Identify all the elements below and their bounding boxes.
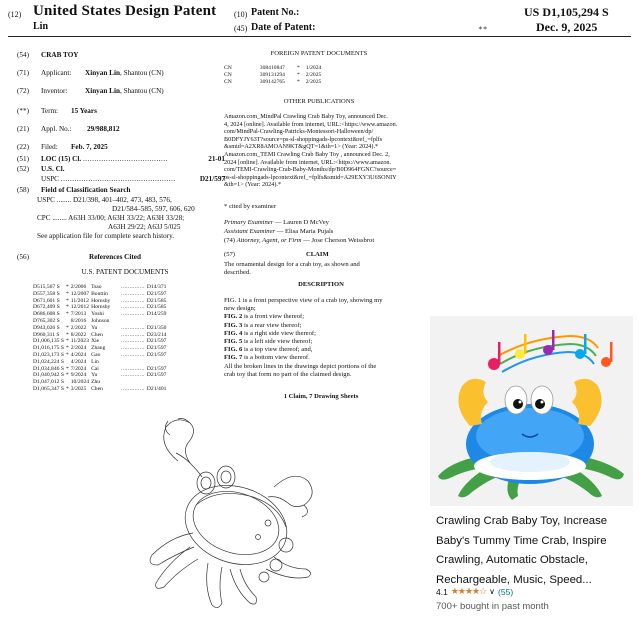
- patent-no-label: Patent No.:: [251, 7, 300, 18]
- fig-description: new design;: [224, 305, 256, 313]
- field-code: (71): [17, 69, 29, 77]
- claim-line: The ornamental design for a crab toy, as shown and: [224, 261, 360, 268]
- product-image[interactable]: [430, 316, 633, 506]
- fig-text: is a left side view thereof;: [242, 338, 313, 346]
- dot-leader-cell: [121, 318, 147, 325]
- cited-by-examiner: * cited by examiner: [224, 203, 277, 210]
- description-text: [224, 297, 420, 379]
- foreign-num-cell: 308410847: [259, 65, 285, 71]
- kind-code: (12): [8, 10, 22, 19]
- fig-text: is a top view thereof; and,: [242, 346, 313, 354]
- dot-leader: ..................................................: [60, 175, 176, 183]
- appl-no-label: Appl. No.:: [41, 125, 72, 133]
- foreign-docs-heading: FOREIGN PATENT DOCUMENTS: [270, 50, 368, 57]
- dot-leader-cell: ..............: [121, 290, 145, 297]
- fig-text: is a right side view thereof;: [242, 329, 316, 337]
- rating-row: [436, 586, 513, 597]
- other-pub-line: Amazon.com_TEMI Crawling Crab Baby Toy , announced Dec. 2,: [224, 150, 390, 158]
- other-pub-line: Amazon.com_MindPal Crawling Crab Baby Toy, announced Dec.: [224, 113, 388, 120]
- dot-leader-cell: ..............: [121, 297, 145, 304]
- patentee-cell: Yoshi: [91, 311, 104, 318]
- patent-class-cell: D21/401: [146, 385, 167, 392]
- patent-number-cell: D943,026 S: [33, 324, 60, 331]
- foreign-cc-cell: CN: [224, 78, 232, 85]
- us-patent-row: [33, 352, 168, 359]
- patentee-cell: Hornsby: [91, 304, 111, 311]
- inventor-label: Inventor:: [41, 87, 68, 95]
- citation-mark-cell: *: [65, 345, 69, 352]
- patentee-cell: Lin: [91, 358, 99, 365]
- us-docs-heading: U.S. PATENT DOCUMENTS: [81, 268, 169, 276]
- patent-date-cell: 7/2024: [70, 365, 87, 372]
- other-pubs-text: [224, 113, 418, 189]
- patent-class-cell: D21/597: [146, 351, 167, 358]
- patent-number-cell: D1,065,347 S: [33, 385, 64, 392]
- citation-mark-cell: *: [65, 331, 69, 338]
- search-cpc-cont: A63H 29/22; A63J 5/025: [108, 223, 181, 231]
- design-title: CRAB TOY: [41, 51, 79, 59]
- patent-class-cell: D21/597: [146, 345, 167, 352]
- patentee-cell: Xie: [91, 338, 100, 345]
- fig-description: [224, 313, 420, 321]
- assistant-examiner-label: Assistant Examiner: [224, 228, 276, 235]
- fig-number: FIG. 5: [224, 338, 243, 346]
- fig-number: FIG. 3: [224, 321, 243, 329]
- patent-date-cell: 2/2024: [70, 345, 87, 352]
- dot-leader-cell: ..............: [121, 338, 145, 345]
- patent-number-cell: D1,040,942 S: [33, 372, 64, 379]
- patent-date-cell: 7/2013: [70, 311, 87, 318]
- patent-date-cell: 8/2016: [70, 317, 87, 324]
- patentee-cell: Chen: [91, 331, 103, 338]
- field-code: (**): [17, 107, 29, 115]
- attorney-name: — Jose Cherson Weissbrot: [303, 237, 375, 244]
- claim-heading: CLAIM: [306, 251, 329, 258]
- us-patent-row: [33, 318, 168, 325]
- header-rule: [8, 36, 631, 37]
- references-label: References Cited: [89, 253, 141, 261]
- patentee-cell: Gao: [91, 351, 101, 358]
- us-patent-row: [33, 359, 168, 366]
- foreign-mark-cell: *: [296, 78, 300, 85]
- us-patent-row: [33, 386, 168, 393]
- primary-examiner: [224, 219, 424, 227]
- us-patent-row: [33, 345, 168, 352]
- field-52: [17, 165, 225, 174]
- field-code: (57): [224, 251, 235, 258]
- other-pubs-heading: OTHER PUBLICATIONS: [283, 98, 355, 105]
- product-title-line: Rechargeable, Music, Speed...: [436, 573, 592, 586]
- patent-class-cell: D21/350: [146, 324, 167, 331]
- field-code: (22): [17, 143, 29, 151]
- search-cpc: CPC ........ A63H 33/00; A63H 33/22; A63H 33/28;: [37, 214, 185, 222]
- patent-number-cell: D672,409 S: [33, 304, 60, 311]
- bought-in-past-month: 700+ bought in past month: [436, 601, 549, 612]
- patent-number-cell: D671,601 S: [33, 297, 60, 304]
- foreign-num-cell: 309142765: [259, 78, 285, 85]
- patent-number-cell: D1,016,175 S: [33, 345, 64, 352]
- foreign-mark-cell: *: [296, 65, 300, 71]
- search-uspc-cont: D21/584–585, 597, 606, 620: [112, 205, 195, 213]
- foreign-cc-cell: CN: [224, 71, 232, 78]
- citation-mark-cell: *: [65, 338, 69, 345]
- inventor-location: , Shantou (CN): [119, 87, 164, 95]
- foreign-date-cell: 1/2024: [305, 65, 322, 71]
- fig-number: FIG. 7: [224, 354, 243, 362]
- field-code: (51): [17, 155, 29, 163]
- patentee-cell: Yu: [91, 324, 98, 331]
- rating-value: 4.1: [436, 586, 448, 597]
- patent-number-cell: D1,047,012 S: [33, 379, 64, 386]
- dot-leader-cell: ..............: [121, 385, 145, 392]
- field-72: [17, 87, 227, 96]
- field-code: (21): [17, 125, 29, 133]
- broken-lines-note: All the broken lines in the drawings depict portions of the: [224, 362, 377, 370]
- foreign-mark-cell: *: [296, 71, 300, 78]
- patent-class-cell: D21/597: [146, 338, 167, 345]
- patent-class-cell: [147, 359, 169, 366]
- date-code: (45): [234, 24, 248, 33]
- patent-class-cell: [147, 318, 169, 325]
- dot-leader-cell: ..............: [121, 304, 145, 311]
- other-pub-line: 4, 2024 [online]. Available from internet, URL:<https://www.amazon.: [224, 120, 398, 128]
- patentee-cell: Chen: [91, 385, 103, 392]
- dot-leader-cell: ..............: [121, 311, 145, 318]
- product-card[interactable]: [430, 316, 633, 616]
- field-22: [17, 143, 227, 152]
- us-patent-row: [33, 379, 168, 386]
- primary-examiner-label: Primary Examiner: [224, 219, 274, 226]
- field-code: (52): [17, 165, 29, 173]
- applicant-label: Applicant:: [41, 69, 72, 77]
- assistant-examiner-name: — Elisa Maria Pujals: [276, 228, 334, 235]
- patent-number-cell: D1,024,224 S: [33, 358, 64, 365]
- patent-number-cell: D1,006,135 S: [33, 338, 64, 345]
- dot-leader-cell: [121, 379, 147, 386]
- term-label: Term:: [41, 107, 59, 115]
- us-patent-row: [33, 366, 168, 373]
- patent-class-cell: D21/585: [146, 304, 167, 311]
- dot-leader-cell: ..............: [121, 365, 145, 372]
- uspc-row: [41, 175, 225, 184]
- fig-number: FIG. 2: [224, 313, 243, 321]
- us-patent-row: [33, 284, 168, 291]
- patent-class-cell: D23/214: [146, 331, 167, 338]
- patent-class-cell: D14/259: [146, 311, 167, 318]
- dot-leader-cell: ..............: [121, 345, 145, 352]
- us-patent-row: [33, 325, 168, 332]
- fig-text: is a rear view thereof;: [242, 321, 302, 329]
- other-pub-line: &th=1> (Year: 2024).*: [224, 181, 282, 189]
- patentee-cell: Hornsby: [91, 297, 111, 304]
- foreign-num-cell: 309131294: [259, 71, 285, 78]
- dot-leader-cell: ..............: [121, 284, 145, 290]
- fig-description: [224, 346, 420, 354]
- us-patent-row: [33, 304, 168, 311]
- search-history-note: See application file for complete search history.: [37, 232, 175, 240]
- dot-leader-cell: [121, 359, 147, 366]
- dot-leader-cell: ..............: [121, 351, 145, 358]
- foreign-date-cell: 2/2025: [305, 71, 322, 78]
- search-uspc: USPC ........ D21/398, 401–402, 473, 483, 576,: [37, 196, 172, 204]
- patent-number-cell: D557,358 S: [33, 290, 60, 297]
- us-patent-row: [33, 311, 168, 318]
- citation-mark-cell: *: [65, 365, 69, 372]
- fig-description: FIG. 1 is a front perspective view of a crab toy, showing my: [224, 297, 383, 304]
- us-patent-row: [33, 338, 168, 345]
- product-title-link[interactable]: [436, 512, 631, 590]
- field-term: [17, 107, 227, 116]
- fig-description: [224, 330, 420, 338]
- patent-date-cell: 4/2024: [70, 358, 87, 365]
- date-marks: ∗∗: [478, 24, 488, 32]
- field-code: (56): [17, 253, 29, 261]
- primary-examiner-name: — Lauren D McVey: [274, 219, 329, 226]
- us-cl-label: U.S. Cl.: [41, 165, 65, 173]
- patentee-cell: Bouttin: [91, 290, 108, 297]
- filed-label: Filed:: [41, 143, 58, 151]
- patentee-cell: Johnson: [91, 317, 110, 324]
- patent-number-cell: D686,608 S: [33, 311, 60, 318]
- patent-date-cell: 4/2024: [70, 351, 87, 358]
- field-58: [17, 186, 227, 195]
- citation-mark-cell: *: [65, 372, 69, 379]
- fig-number: FIG. 6: [224, 346, 243, 354]
- patentee-cell: Yu: [91, 372, 98, 379]
- patent-no-code: (10): [234, 10, 248, 19]
- citation-mark-cell: *: [65, 297, 69, 304]
- patent-number-cell: D960,311 S: [33, 331, 60, 338]
- product-title-line: Baby's Tummy Time Crab, Inspire: [436, 534, 607, 547]
- applicant-location: , Shantou (CN): [119, 69, 164, 77]
- patent-class-cell: D21/597: [146, 290, 167, 297]
- dot-leader: .....................................: [82, 155, 168, 163]
- description-heading: DESCRIPTION: [298, 281, 344, 288]
- assistant-examiner: [224, 228, 424, 236]
- dot-leader-cell: ..............: [121, 324, 145, 331]
- patent-date-cell: 2/2006: [70, 284, 87, 290]
- field-code: (58): [17, 186, 29, 194]
- patent-class-cell: D21/585: [146, 297, 167, 304]
- patent-date-cell: 8/2022: [70, 331, 87, 338]
- field-code: (72): [17, 87, 29, 95]
- product-title-line: Crawling Crab Baby Toy, Increase: [436, 515, 608, 527]
- patent-number-cell: D765,302 S: [33, 317, 60, 324]
- search-field-label: Field of Classification Search: [41, 186, 131, 194]
- patent-number-cell: D1,034,846 S: [33, 365, 64, 372]
- fig-description: [224, 338, 420, 346]
- patent-class-cell: D21/597: [146, 365, 167, 372]
- attorney: [224, 237, 434, 245]
- foreign-date-cell: 2/2025: [305, 78, 322, 85]
- citation-mark-cell: *: [65, 385, 69, 392]
- other-pub-line: B0DFYJY63T?source=ps-sl-shoppingads-lpcontext&ref_=fplfs: [224, 135, 383, 143]
- other-pub-line: &smid=A2XR8AMOAN9KT&gQT=1&th=1> (Year: 2024).*: [224, 143, 379, 151]
- crab-toy-line-drawing: [118, 405, 333, 620]
- product-title-line: Crawling, Automatic Obstacle,: [436, 554, 588, 566]
- filed-value: Feb. 7, 2025: [71, 143, 108, 151]
- patentee-cell: Cai: [91, 365, 99, 372]
- patent-date-cell: 12/2007: [70, 290, 90, 297]
- broken-lines-note: crab toy that form no part of the claimed design.: [224, 370, 352, 378]
- patentee-cell: Zhang: [91, 345, 106, 352]
- loc-label: LOC (15) Cl.: [41, 155, 82, 163]
- us-patent-row: [33, 291, 168, 298]
- loc-value: 21-01: [208, 155, 225, 163]
- foreign-cc-cell: CN: [224, 65, 232, 71]
- crab-toy-photo: [430, 316, 633, 506]
- patent-number: US D1,105,294 S: [524, 5, 609, 19]
- field-54: [17, 51, 217, 60]
- dot-leader-cell: ..............: [121, 331, 145, 338]
- patent-date-cell: 10/2024: [70, 379, 90, 386]
- music-notes-icon: [488, 330, 613, 372]
- field-51: [17, 155, 225, 164]
- patentee-cell: Zhu: [91, 379, 101, 386]
- fig-text: is a front view thereof;: [242, 313, 305, 321]
- other-pub-line: 2024 [online]. Available from internet, URL:<https://www.amazon.: [224, 158, 392, 166]
- other-pub-line: com/MindPal-Crawling-Patricks-Montessori-Halloween/dp/: [224, 128, 374, 136]
- uspc-value: D21/597: [199, 175, 225, 183]
- citation-mark-cell: *: [65, 351, 69, 358]
- patent-date-cell: 2/2022: [70, 324, 87, 331]
- claim-line: described.: [224, 269, 251, 277]
- field-code: (54): [17, 51, 29, 59]
- foreign-patent-row: [224, 79, 327, 86]
- foreign-patent-row: [224, 65, 327, 72]
- field-21: [17, 125, 227, 134]
- fig-description: [224, 354, 420, 362]
- patent-class-cell: D21/597: [146, 372, 167, 379]
- us-patent-row: [33, 332, 168, 339]
- citation-mark-cell: *: [65, 284, 69, 290]
- review-count-link[interactable]: (55): [498, 586, 514, 597]
- field-code: (74): [224, 237, 235, 244]
- term-value: 15 Years: [71, 107, 97, 115]
- patent-date-cell: 12/2012: [70, 304, 90, 311]
- patent-number-cell: D1,023,173 S: [33, 351, 64, 358]
- appl-no-value: 29/988,812: [87, 125, 120, 133]
- citation-mark-cell: *: [65, 324, 69, 331]
- foreign-patent-row: [224, 72, 327, 79]
- citation-mark-cell: *: [65, 304, 69, 311]
- claims-summary: 1 Claim, 7 Drawing Sheets: [283, 393, 359, 400]
- claim-heading-row: [224, 251, 414, 259]
- patent-date-cell: 11/2023: [70, 338, 89, 345]
- uspc-label: USPC: [41, 175, 59, 183]
- patentee-cell: Tsao: [91, 284, 102, 290]
- claim-text: [224, 261, 418, 277]
- patent-date-cell: 9/2024: [70, 372, 87, 379]
- us-patent-table: [33, 284, 168, 393]
- fig-number: FIG. 4: [224, 329, 243, 337]
- applicant-name: Xinyan Lin: [85, 69, 120, 77]
- foreign-docs-table: [224, 65, 327, 85]
- other-pub-line: com/TEMI-Crawling-Crab-Baby-Months/dp/B0D964FGNC?source=: [224, 166, 397, 174]
- us-patent-row: [33, 298, 168, 305]
- inventor-surname: Lin: [33, 21, 49, 32]
- patent-type-title: United States Design Patent: [33, 3, 217, 19]
- patent-class-cell: D14/371: [146, 284, 167, 290]
- chevron-down-icon[interactable]: ∨: [489, 587, 496, 596]
- patent-date-cell: 3/2025: [70, 385, 87, 392]
- field-71: [17, 69, 227, 78]
- other-pub-line: ps-sl-shoppingads-lpcontext&ref_=fplfs&smid=A29EXY3U6SONIY: [224, 173, 397, 181]
- attorney-label: Attorney, Agent, or Firm: [236, 237, 302, 244]
- dot-leader-cell: ..............: [121, 372, 145, 379]
- fig-description: [224, 322, 420, 330]
- citation-mark-cell: *: [65, 311, 69, 318]
- inventor-name: Xinyan Lin: [85, 87, 120, 95]
- field-56: [17, 253, 227, 262]
- citation-mark-cell: *: [65, 290, 69, 297]
- patent-date: Dec. 9, 2025: [536, 20, 598, 34]
- patent-class-cell: [147, 379, 169, 386]
- patent-date-cell: 11/2012: [70, 297, 89, 304]
- fig-text: is a bottom view thereof.: [242, 354, 310, 362]
- patent-number-cell: D515,567 S: [33, 284, 60, 290]
- us-patent-row: [33, 372, 168, 379]
- date-label: Date of Patent:: [251, 22, 316, 33]
- star-rating-icon[interactable]: ★★★★☆: [450, 586, 487, 596]
